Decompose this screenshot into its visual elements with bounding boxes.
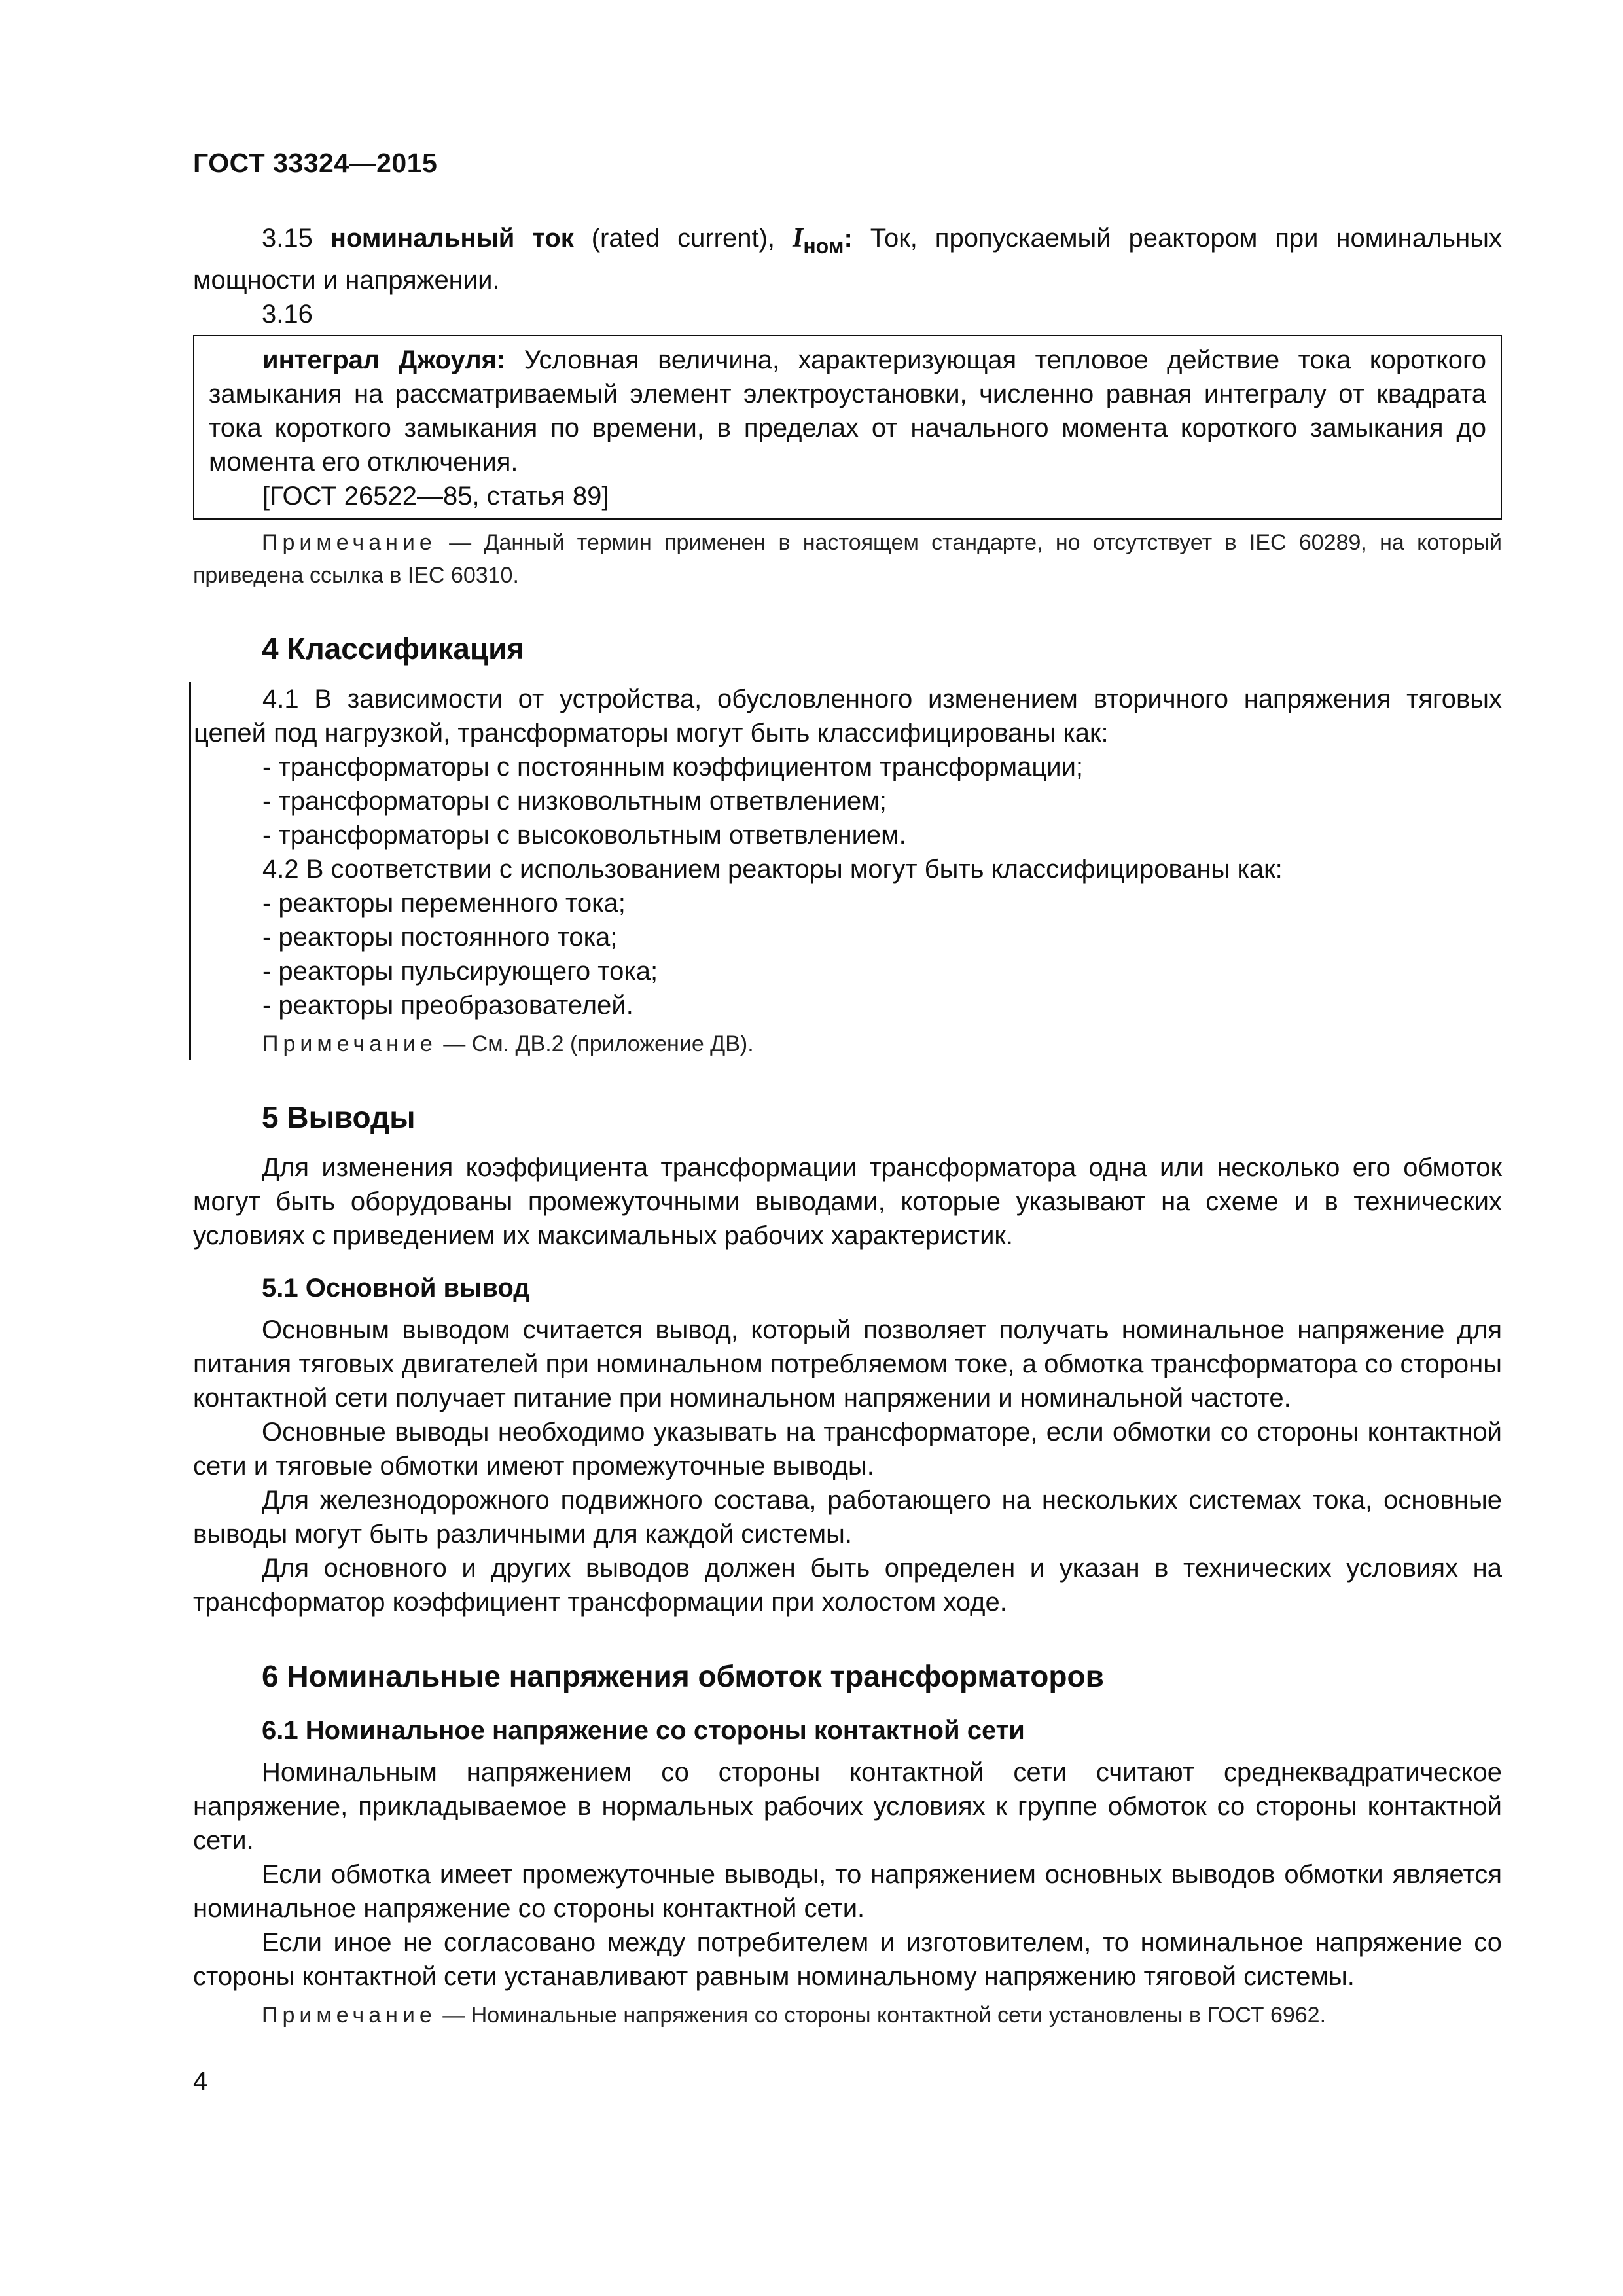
list-item: - трансформаторы с низковольтным ответвлением; bbox=[262, 787, 887, 816]
term-symbol: $I_{ном}$ bbox=[792, 223, 844, 258]
note-6 bbox=[193, 1999, 1502, 2032]
note-text: — Номинальные напряжения со стороны контактной сети установлены в ГОСТ 6962. bbox=[442, 2003, 1327, 2028]
note-text: — См. ДВ.2 (приложение ДВ). bbox=[443, 1031, 754, 1056]
list-item: - трансформаторы с высоковольтным ответвлением. bbox=[262, 821, 906, 850]
paragraph: Если иное не согласовано между потребителем и изготовителем, то номинальное напряжение со стороны контактной сети устанавливают равным номинальному напряжению тяговой системы. bbox=[193, 1928, 1502, 1991]
paragraph: Номинальным напряжением со стороны контактной сети считают среднеквадратическое напряжение, прикладываемое в нормальных рабочих условиях к группе обмоток со стороны контактной сети. bbox=[193, 1758, 1502, 1855]
clause-4-2: 4.2 В соответствии с использованием реакторы могут быть классифицированы как: bbox=[262, 855, 1283, 884]
term-definition: Ток, пропускаемый реактором при номинальных мощности и напряжении. bbox=[193, 224, 1502, 295]
clause-4-1: 4.1 В зависимости от устройства, обусловленного изменением вторичного напряжения тяговых цепей под нагрузкой, трансформаторы могут быть классифицированы как: bbox=[194, 685, 1502, 747]
section-5-heading: 5 Выводы bbox=[262, 1100, 416, 1134]
note-3-16 bbox=[193, 526, 1502, 592]
note-4 bbox=[194, 1028, 1502, 1060]
list-item: - реакторы преобразователей. bbox=[262, 991, 633, 1020]
term-english: (rated current), bbox=[591, 224, 776, 253]
note-text: — Данный термин применен в настоящем стандарте, но отсутствует в IEC 60289, на который приведена ссылка в IEC 60310. bbox=[193, 530, 1502, 588]
paragraph: Основным выводом считается вывод, который позволяет получать номинальное напряжение для питания тяговых двигателей при номинальном потребляемом токе, а обмотка трансформатора со стороны контактной сети получает питание при номинальном напряжении и номинальной частоте. bbox=[193, 1316, 1502, 1412]
page-content bbox=[193, 221, 1502, 2032]
subsection-5-1-heading: 5.1 Основной вывод bbox=[262, 1274, 530, 1302]
clause-3-16-number: 3.16 bbox=[262, 300, 313, 329]
paragraph: Для железнодорожного подвижного состава, работающего на нескольких системах тока, основные выводы могут быть различными для каждой системы. bbox=[193, 1486, 1502, 1549]
subsection-6-1-heading: 6.1 Номинальное напряжение со стороны контактной сети bbox=[262, 1716, 1025, 1745]
section-4-heading: 4 Классификация bbox=[262, 632, 525, 666]
clause-3-16-definition bbox=[209, 343, 1486, 479]
term-definition: Условная величина, характеризующая тепловое действие тока короткого замыкания на рассматриваемый элемент электроустановки, численно равная интегралу от квадрата тока короткого замыкания по времени, в пределах от начального момента короткого замыкания до момента его отключения. bbox=[209, 346, 1486, 476]
document-header: ГОСТ 33324—2015 bbox=[193, 148, 438, 178]
paragraph: Для основного и других выводов должен быть определен и указан в технических условиях на трансформатор коэффициент трансформации при холостом ходе. bbox=[193, 1554, 1502, 1617]
list-item: - трансформаторы с постоянным коэффициентом трансформации; bbox=[262, 753, 1084, 781]
section-6-heading: 6 Номинальные напряжения обмоток трансформаторов bbox=[262, 1659, 1104, 1693]
list-item: - реакторы пульсирующего тока; bbox=[262, 957, 658, 986]
paragraph: Основные выводы необходимо указывать на трансформаторе, если обмотки со стороны контактной сети и тяговые обмотки имеют промежуточные выводы. bbox=[193, 1418, 1502, 1480]
list-item: - реакторы переменного тока; bbox=[262, 889, 626, 918]
term: номинальный ток bbox=[330, 224, 574, 253]
definition-source: [ГОСТ 26522—85, статья 89] bbox=[262, 482, 609, 511]
changed-text-block bbox=[189, 682, 1502, 1060]
note-label: Примечание bbox=[262, 1031, 437, 1056]
note-label: Примечание bbox=[262, 530, 437, 555]
paragraph: Если обмотка имеет промежуточные выводы, то напряжением основных выводов обмотки является номинальное напряжение со стороны контактной сети. bbox=[193, 1860, 1502, 1923]
definition-box bbox=[193, 335, 1502, 520]
note-label: Примечание bbox=[262, 2003, 437, 2028]
list-item: - реакторы постоянного тока; bbox=[262, 923, 618, 952]
clause-3-15: 3.15 номинальный ток (rated current), $I_{ном}$: Ток, пропускаемый реактором при номинальных мощности и напряжении. bbox=[193, 223, 1502, 295]
clause-number: 3.15 bbox=[262, 224, 313, 253]
page-number: 4 bbox=[193, 2067, 208, 2096]
term: интеграл Джоуля: bbox=[262, 346, 506, 374]
paragraph: Для изменения коэффициента трансформации трансформатора одна или несколько его обмоток могут быть оборудованы промежуточными выводами, которые указывают на схеме и в технических условиях с приведением их максимальных рабочих характеристик. bbox=[193, 1153, 1502, 1250]
